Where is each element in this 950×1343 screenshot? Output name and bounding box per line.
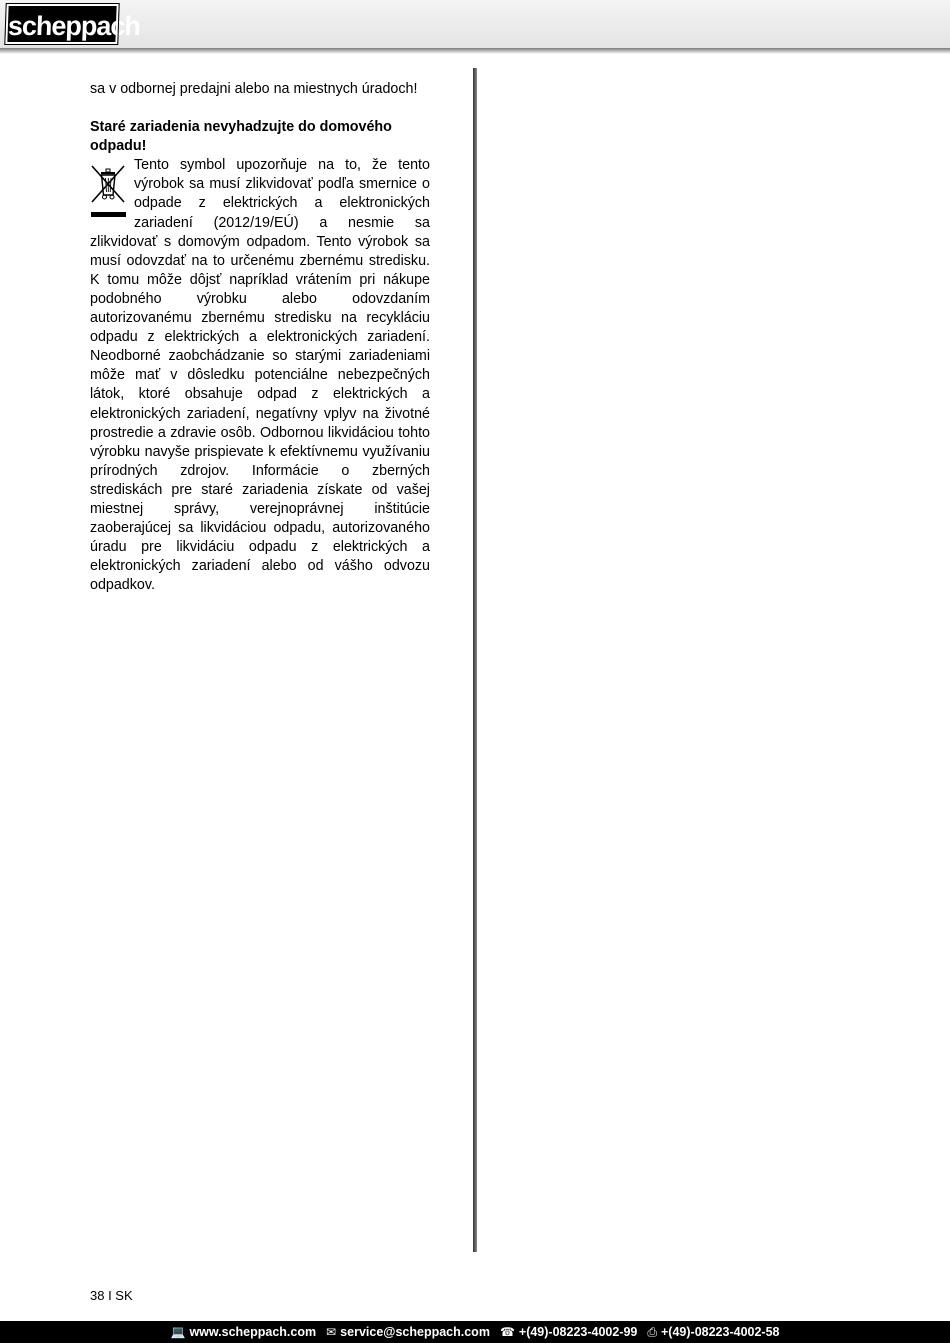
footer-website — [171, 1325, 317, 1339]
disposal-paragraph: Tento symbol upozorňuje na to, že tento výrobok sa musí zlikvidovať podľa smernice o odpade z elektrických a elektronických zariadení (2012/19/EÚ) a nesmie sa zlikvidovať s domovým odpadom. Tento výrobok sa musí odovzdať na to určenému zbernému stredisku. K tomu môže dôjsť napríklad vrátením pri nákupe podobného výrobku alebo odovzdaním autorizovanému zbernému stredisku na recykláciu odpadu z elektrických a elektronických zariadení. Neodborné zaobchádzanie so starými zariadeniami môže mať v dôsledku potenciálne nebezpečných látok, ktoré obsahuje odpad z elektrických a elektronických zariadení, negatívny vplyv na životné prostredie a zdravie osôb. Odbornou likvidáciou tohto výrobku navyše prispievate k efektívnemu využívaniu prírodných zdrojov. Informácie o zberných strediskách pre staré zariadenia získate od vašej miestnej správy, verejnoprávnej inštitúcie zaoberajúcej sa likvidáciou odpadu, autorizovaného úradu pre likvidáciu odpadu z elektrických a elektronických zariadení alebo od vášho odvozu odpadkov. — [90, 157, 430, 594]
computer-icon: 💻 — [170, 1325, 186, 1339]
page-header — [0, 0, 950, 48]
page-number: 38 I SK — [90, 1288, 133, 1303]
intro-paragraph: sa v odbornej predajni alebo na miestnych úradoch! — [90, 81, 418, 97]
footer-phone — [500, 1325, 637, 1339]
website-text: www.scheppach.com — [189, 1325, 317, 1339]
phone-icon: ☎ — [499, 1325, 515, 1339]
fax-text: +(49)-08223-4002-58 — [661, 1325, 780, 1339]
phone-text: +(49)-08223-4002-99 — [518, 1325, 638, 1339]
email-text: service@scheppach.com — [340, 1325, 490, 1339]
footer-fax — [647, 1325, 779, 1340]
mail-icon: ✉ — [326, 1325, 337, 1339]
column-divider — [473, 68, 477, 1252]
footer-email — [326, 1325, 490, 1339]
scheppach-logo: scheppach — [5, 4, 118, 44]
crossed-out-wheelie-bin-icon — [90, 160, 128, 220]
fax-icon: ⎙ — [647, 1324, 657, 1339]
text-column — [90, 80, 430, 595]
section-heading: Staré zariadenia nevyhadzujte do domového odpadu! — [90, 119, 392, 155]
header-shadow — [0, 48, 950, 54]
page-footer — [0, 1321, 950, 1343]
